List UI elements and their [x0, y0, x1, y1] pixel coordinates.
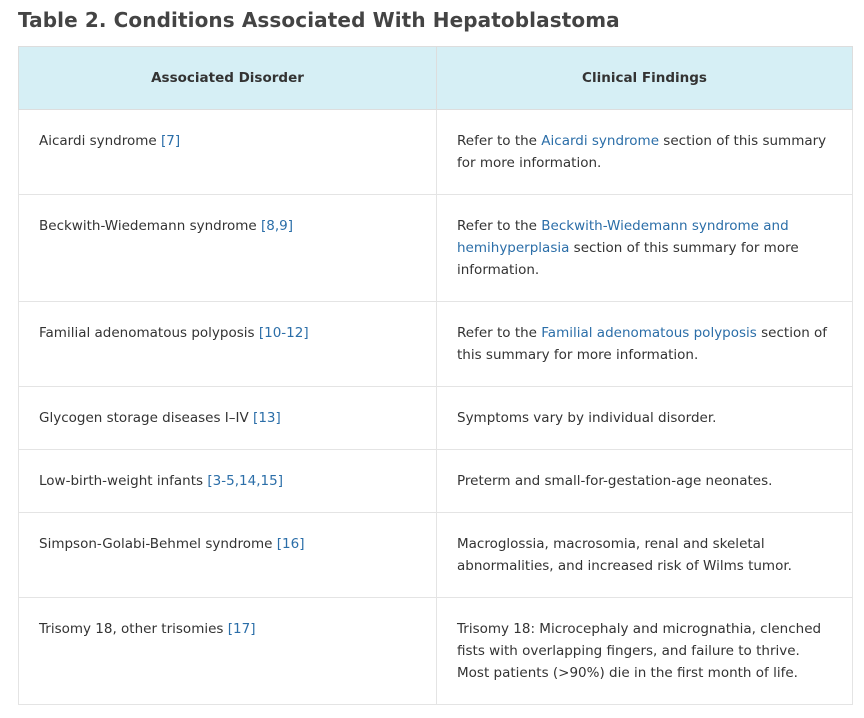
- findings-text: section of this summary for more information.: [457, 133, 827, 171]
- findings-cell: [437, 513, 853, 598]
- table-caption: Table 2. Conditions Associated With Hepatoblastoma: [18, 8, 620, 32]
- section-link[interactable]: Aicardi syndrome: [541, 133, 660, 149]
- findings-text: Trisomy 18: Microcephaly and micrognathia, clenched fists with overlapping fingers, and failure to thrive. Most patients (>90%) die in the first month of life.: [457, 621, 822, 681]
- table-row: [19, 387, 853, 450]
- reference-bracket: [: [276, 536, 283, 552]
- reference-link[interactable]: 15: [260, 473, 278, 489]
- reference-link[interactable]: 10-12: [264, 325, 304, 341]
- findings-text: Refer to the: [457, 325, 542, 341]
- table-row: [19, 302, 853, 387]
- reference-bracket: [: [258, 325, 265, 341]
- findings-text: section of this summary for more information.: [457, 325, 828, 363]
- reference-link[interactable]: 13: [258, 410, 276, 426]
- disorder-cell: [19, 195, 437, 302]
- reference-bracket: ]: [287, 218, 294, 234]
- section-link[interactable]: Beckwith-Wiedemann syndrome and hemihyperplasia: [457, 218, 789, 256]
- reference-link[interactable]: 9: [279, 218, 288, 234]
- conditions-table: [18, 46, 853, 705]
- findings-cell: [437, 387, 853, 450]
- reference-bracket: [: [261, 218, 267, 234]
- findings-cell: [437, 302, 853, 387]
- disorder-cell: [19, 387, 437, 450]
- header-clinical-findings: Clinical Findings: [437, 47, 853, 110]
- findings-text: Refer to the: [457, 218, 542, 234]
- table-row: [19, 195, 853, 302]
- disorder-name: Low-birth-weight infants: [39, 473, 208, 489]
- reference-bracket: ]: [277, 473, 283, 489]
- disorder-name: Glycogen storage diseases I–IV: [39, 410, 254, 426]
- disorder-name: Familial adenomatous polyposis: [39, 325, 259, 341]
- reference-link[interactable]: 8: [266, 218, 275, 234]
- reference-bracket: [: [253, 410, 259, 426]
- disorder-name: Beckwith-Wiedemann syndrome: [39, 218, 261, 234]
- header-row: [19, 47, 853, 110]
- findings-cell: [437, 450, 853, 513]
- reference-bracket: ,: [234, 473, 240, 489]
- findings-text: Preterm and small-for-gestation-age neonates.: [457, 473, 773, 489]
- disorder-name: Trisomy 18, other trisomies: [39, 621, 228, 637]
- findings-cell: [437, 110, 853, 195]
- table-row: [19, 598, 853, 705]
- reference-bracket: [: [207, 473, 213, 489]
- reference-link[interactable]: 14: [239, 473, 257, 489]
- disorder-name: Simpson-Golabi-Behmel syndrome: [39, 536, 277, 552]
- table-row: [19, 450, 853, 513]
- reference-bracket: ]: [299, 536, 305, 552]
- reference-link[interactable]: 16: [282, 536, 300, 552]
- disorder-cell: [19, 450, 437, 513]
- findings-text: Refer to the: [457, 133, 542, 149]
- findings-text: section of this summary for more information.: [457, 240, 799, 278]
- table-row: [19, 110, 853, 195]
- reference-link[interactable]: 3-5: [212, 473, 235, 489]
- reference-link[interactable]: 17: [233, 621, 251, 637]
- disorder-cell: [19, 110, 437, 195]
- table-row: [19, 513, 853, 598]
- reference-bracket: ,: [274, 218, 280, 234]
- reference-bracket: ]: [275, 410, 281, 426]
- findings-cell: [437, 195, 853, 302]
- disorder-cell: [19, 598, 437, 705]
- reference-link[interactable]: [7]: [161, 133, 181, 149]
- section-link[interactable]: Familial adenomatous polyposis: [541, 325, 757, 341]
- reference-bracket: ]: [250, 621, 256, 637]
- disorder-cell: [19, 302, 437, 387]
- reference-bracket: ,: [256, 473, 261, 489]
- header-associated-disorder: Associated Disorder: [19, 47, 437, 110]
- findings-cell: [437, 598, 853, 705]
- disorder-cell: [19, 513, 437, 598]
- disorder-name: Aicardi syndrome: [39, 133, 162, 149]
- findings-text: Macroglossia, macrosomia, renal and skeletal abnormalities, and increased risk of Wilms tumor.: [457, 536, 792, 574]
- findings-text: Symptoms vary by individual disorder.: [457, 410, 717, 426]
- reference-bracket: [: [227, 621, 234, 637]
- reference-bracket: ]: [303, 325, 309, 341]
